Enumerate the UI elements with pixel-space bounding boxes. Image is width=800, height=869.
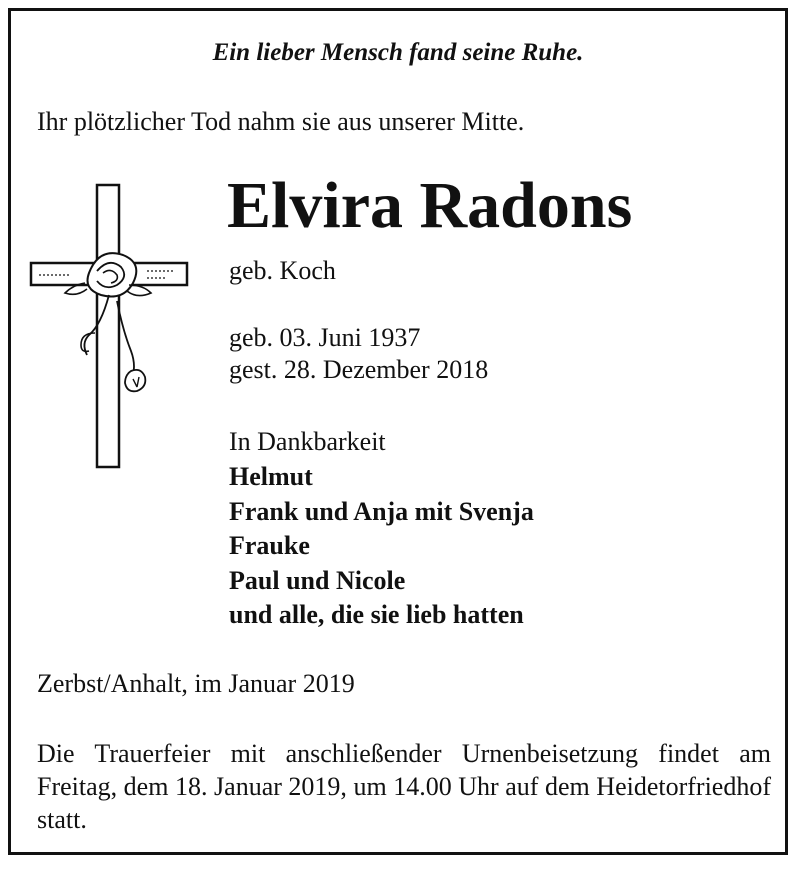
ceremony-info: Die Trauerfeier mit anschließender Urnenbeisetzung findet am Freitag, dem 18. Januar 2019, um 14.00 Uhr auf dem Heidetorfriedhof statt. bbox=[37, 739, 771, 834]
cross-with-rose-icon bbox=[29, 183, 199, 483]
obituary-notice bbox=[8, 8, 788, 855]
birth-date: geb. 03. Juni 1937 bbox=[229, 323, 421, 352]
deceased-name: Elvira Radons bbox=[227, 169, 633, 242]
mourner-name: und alle, die sie lieb hatten bbox=[229, 600, 524, 629]
place-and-date: Zerbst/Anhalt, im Januar 2019 bbox=[37, 669, 355, 698]
mourner-name: Paul und Nicole bbox=[229, 565, 406, 595]
intro-line: Ihr plötzlicher Tod nahm sie aus unserer Mitte. bbox=[37, 107, 525, 136]
maiden-name: geb. Koch bbox=[229, 256, 336, 285]
mourner-name: Frauke bbox=[229, 531, 310, 560]
mourner-name: Frank und Anja mit Svenja bbox=[229, 496, 534, 526]
mourner-name: Helmut bbox=[229, 462, 313, 491]
death-date: gest. 28. Dezember 2018 bbox=[229, 355, 489, 384]
thanks-line: In Dankbarkeit bbox=[229, 427, 386, 456]
motto: Ein lieber Mensch fand seine Ruhe. bbox=[212, 39, 584, 66]
mourners-list bbox=[229, 460, 534, 633]
